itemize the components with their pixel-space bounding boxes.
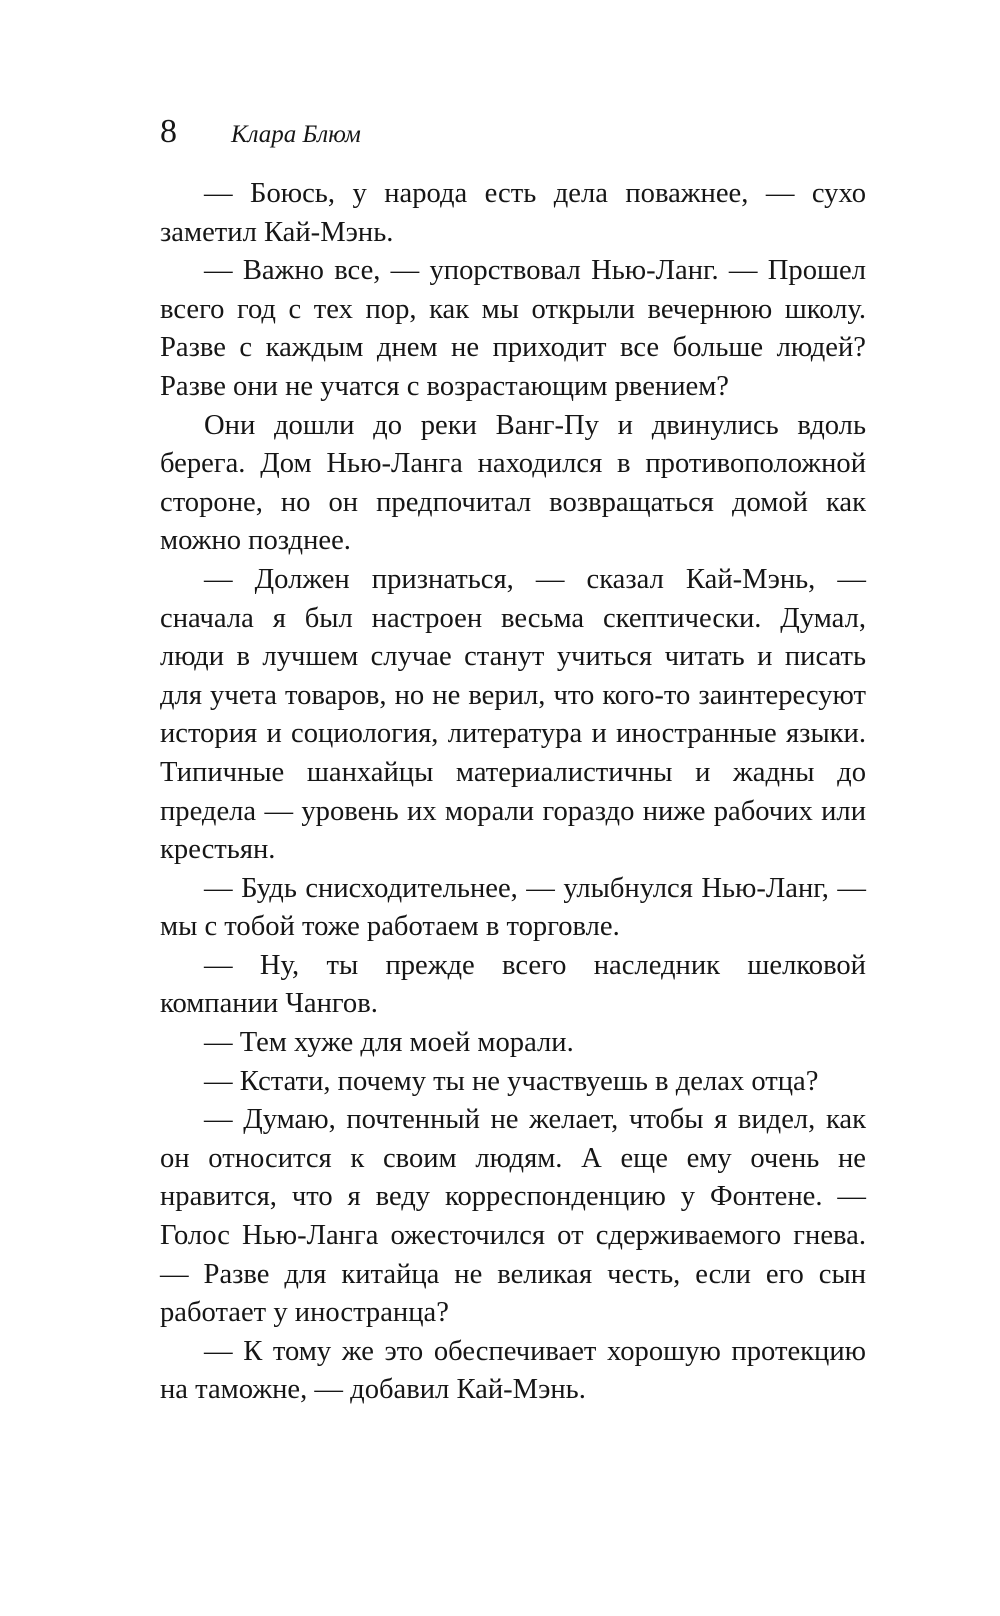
page-number: 8 — [160, 113, 177, 150]
book-author: Клара Блюм — [231, 121, 361, 148]
paragraph: — Думаю, почтенный не желает, чтобы я видел, как он относится к своим людям. А еще ему очень не нравится, что я веду корреспонденцию у Фонтене. — Голос Нью-Ланга ожесточился от сдерживаемого гнева. — Разве для китайца не великая честь, если его сын работает у иностранца? — [160, 1104, 866, 1329]
paragraph: — Тем хуже для моей морали. — [204, 1027, 574, 1059]
paragraph: — К тому же это обеспечивает хорошую протекцию на таможне, — добавил Кай-Мэнь. — [160, 1335, 866, 1406]
paragraph: — Важно все, — упорствовал Нью-Ланг. — Прошел всего год с тех пор, как мы открыли вечернюю школу. Разве с каждым днем не приходит все больше людей? Разве они не учатся с возрастающим рвением? — [160, 255, 866, 402]
paragraph: — Ну, ты прежде всего наследник шелковой компании Чангов. — [160, 949, 866, 1020]
paragraph: — Кстати, почему ты не участвуешь в делах отца? — [204, 1065, 819, 1097]
paragraph: — Должен признаться, — сказал Кай-Мэнь, — сначала я был настроен весьма скептически. Думал, люди в лучшем случае станут учиться читать и писать для учета товаров, но не верил, что кого-то заинтересуют история и социология, литература и иностранные языки. Типичные шанхайцы материалистичны и жадны до предела — уровень их морали гораздо ниже рабочих или крестьян. — [160, 563, 866, 866]
body-text — [160, 175, 866, 1410]
paragraph: — Боюсь, у народа есть дела поважнее, — сухо заметил Кай-Мэнь. — [160, 178, 866, 248]
paragraph: Они дошли до реки Ванг-Пу и двинулись вдоль берега. Дом Нью-Ланга находился в противоположной стороне, но он предпочитал возвращаться домой как можно позднее. — [160, 409, 866, 557]
running-head — [160, 112, 361, 162]
paragraph: — Будь снисходительнее, — улыбнулся Нью-Ланг, — мы с тобой тоже работаем в торговле. — [160, 872, 866, 943]
